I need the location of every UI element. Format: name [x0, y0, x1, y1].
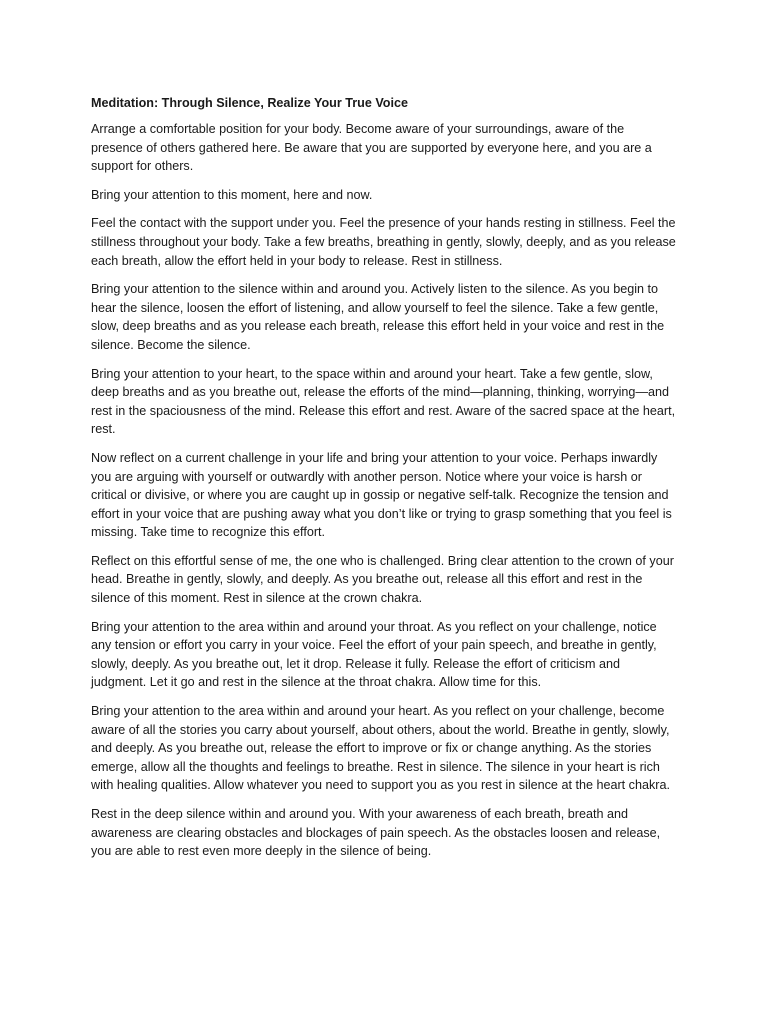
paragraph-5: Bring your attention to your heart, to the space within and around your heart. Take a few gentle, slow, deep breaths and as you breathe out, release the efforts of the mind—planning, thinking, worrying—and rest in the spaciousness of the mind. Release this effort and rest. Aware of the sacred space at the heart, rest.: [91, 366, 676, 437]
paragraph-7: Reflect on this effortful sense of me, the one who is challenged. Bring clear attention to the crown of your head. Breathe in gently, slowly, and deeply. As you breathe out, release all this effort and rest in the silence of this moment. Rest in silence at the crown chakra.: [91, 553, 674, 606]
paragraph-1: Arrange a comfortable position for your body. Become aware of your surroundings, aware of the presence of others gathered here. Be aware that you are supported by everyone here, and you are a support for others.: [91, 122, 652, 174]
paragraph-10: Rest in the deep silence within and around you. With your awareness of each breath, breath and awareness are clearing obstacles and blockages of pain speech. As the obstacles loosen and release, you are able to rest even more deeply in the silence of being.: [91, 807, 661, 859]
paragraph-8: Bring your attention to the area within and around your throat. As you reflect on your challenge, notice any tension or effort you carry in your voice. Feel the effort of your pain speech, and breathe in gently, slowly, deeply. As you breathe out, let it drop. Release it fully. Release the effort of criticism and judgment. Let it go and rest in the silence at the throat chakra. Allow time for this.: [91, 619, 657, 690]
paragraph-4: Bring your attention to the silence within and around you. Actively listen to the silence. As you begin to hear the silence, loosen the effort of listening, and allow yourself to feel the silence. Take a few gentle, slow, deep breaths and as you release each breath, release this effort held in your voice and rest in the silence. Become the silence.: [91, 282, 665, 352]
paragraph-3: Feel the contact with the support under you. Feel the presence of your hands resting in stillness. Feel the stillness throughout your body. Take a few breaths, breathing in gently, slowly, deeply, and as you release each breath, allow the effort held in your body to release. Rest in stillness.: [91, 216, 676, 268]
document-title: Meditation: Through Silence, Realize Your True Voice: [91, 96, 408, 110]
paragraph-2: Bring your attention to this moment, here and now.: [91, 187, 373, 202]
document-page: [91, 94, 677, 871]
paragraph-9: Bring your attention to the area within and around your heart. As you reflect on your challenge, become aware of all the stories you carry about yourself, about others, about the world. Breathe in gently, slowly, and deeply. As you breathe out, release the effort to improve or fix or change anything. As the stories emerge, allow all the thoughts and feelings to breathe. Rest in silence. The silence in your heart is rich with healing qualities. Allow whatever you need to support you as you rest in silence at the heart chakra.: [91, 704, 670, 793]
paragraph-6: Now reflect on a current challenge in your life and bring your attention to your voice. Perhaps inwardly you are arguing with yourself or outwardly with another person. Notice where your voice is harsh or critical or divisive, or where you are caught up in gossip or negative self-talk. Recognize the tension and effort in your voice that are pushing away what you don’t like or trying to grasp something that you feel is missing. Take time to recognize this effort.: [91, 450, 672, 540]
